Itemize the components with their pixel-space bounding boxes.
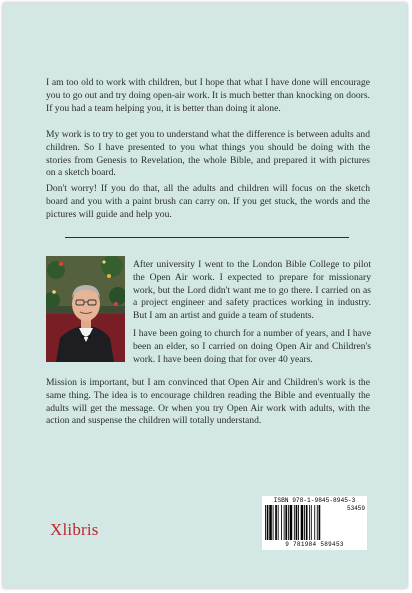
author-bio-1: After university I went to the London Bible College to pilot the Open Air work. I expected to prepare for missionary work, but the Lord didn't want me to go there. I carried on as a project engineer and safety practices working in industry. But I am an artist and guide a team of students. xyxy=(133,259,371,322)
intro-paragraph-3: Don't worry! If you do that, all the adults and children will focus on the sketch board and you with a paint brush can carry on. If you get stuck, the words and the pictures will guide and help you. xyxy=(46,183,370,220)
section-divider xyxy=(65,237,349,238)
intro-paragraph-1: I am too old to work with children, but I hope that what I have done will encourage you to go out and try doing open-air work. It is much better than knocking on doors. If you had a team helping you, it is better than doing it alone. xyxy=(46,77,370,114)
isbn-barcode xyxy=(262,496,367,550)
author-photo xyxy=(46,256,125,362)
publisher-logo: Xlibris xyxy=(50,520,99,539)
barcode-bars xyxy=(265,505,337,541)
author-bio-2: I have been going to church for a number of years, and I have been an elder, so I carried on doing Open Air and Children's work. I have been doing that for over 40 years. xyxy=(133,328,371,365)
isbn-label: ISBN 978-1-9845-8945-3 xyxy=(273,497,356,504)
ean-digits: 9 781984 589453 xyxy=(285,541,344,548)
price-code: 53459 xyxy=(346,505,365,512)
closing-paragraph: Mission is important, but I am convinced that Open Air and Children's work is the same thing. The idea is to encourage children reading the Bible and eventually the adults will get the message. Or when you try Open Air work with adults, with the action and suspense the children will totally understand. xyxy=(46,377,370,427)
back-cover xyxy=(3,3,407,588)
intro-paragraph-2: My work is to try to get you to understand what the difference is between adults and children. So I have presented to you what things you should be doing with the stories from Genesis to Revelation, the whole Bible, and prepared it with pictures on a sketch board. xyxy=(46,129,370,179)
